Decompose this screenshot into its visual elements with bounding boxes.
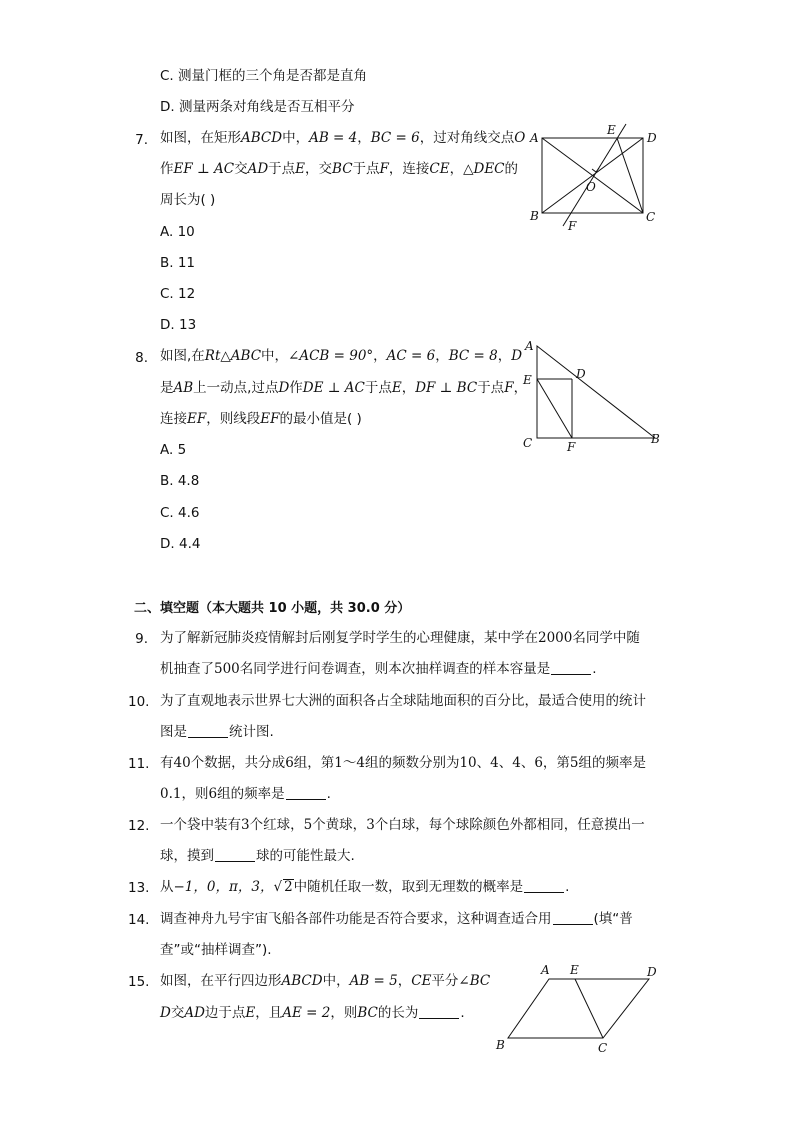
q8-stem-line2: 是AB上一动点,过点D作DE ⊥ AC于点E，DF ⊥ BC于点F， (160, 380, 528, 396)
q7-option-b: B. 11 (160, 255, 196, 271)
q8-triangle-abc (537, 346, 655, 438)
q7-stem-line1: 如图，在矩形ABCD中，AB = 4，BC = 6，过对角线交点O (160, 130, 526, 146)
q8-label-c: C (523, 436, 533, 450)
q14-stem-line1: 调查神舟九号宇宙飞船各部件功能是否符合要求，这种调查适合用 (填“普 (160, 911, 633, 927)
q15-stem-line2: D交AD边于点E，且AE = 2，则BC的长为 . (160, 1005, 465, 1021)
sqrt-sign: √ (273, 879, 283, 895)
q12-stem-line2: 球，摸到 球的可能性最大. (160, 848, 355, 864)
q9-answer-blank[interactable] (551, 662, 591, 675)
q7-number: 7. (135, 132, 148, 148)
q7-stem-line3: 周长为( ) (160, 192, 216, 208)
q7-stem-line2: 作EF ⊥ AC交AD于点E，交BC于点F，连接CE，△DEC的 (160, 161, 518, 177)
q7-label-b: B (530, 209, 539, 223)
q7-label-e: E (607, 123, 616, 137)
q15-label-a: A (541, 963, 550, 977)
q15-label-e: E (570, 963, 579, 977)
q15-number: 15. (128, 974, 150, 990)
q8-segment-ef (537, 379, 572, 438)
q8-label-e: E (523, 373, 532, 387)
q12-number: 12. (128, 818, 150, 834)
q9-number: 9. (135, 631, 148, 647)
q8-option-b: B. 4.8 (160, 473, 200, 489)
q7-option-c: C. 12 (160, 286, 196, 302)
q12-stem-line1: 一个袋中装有3个红球，5个黄球，3个白球，每个球除颜色外都相同，任意摸出一 (160, 817, 645, 833)
q8-triangle-figure (520, 336, 670, 456)
section-title-fill-in: 二、填空题（本大题共 10 小题，共 30.0 分） (134, 601, 411, 616)
q7-option-a: A. 10 (160, 224, 195, 240)
q15-segment-ce (575, 979, 603, 1038)
q11-stem-line2: 0.1，则6组的频率是 . (160, 786, 331, 802)
q15-label-d: D (647, 965, 657, 979)
q7-rectangle-figure (525, 120, 665, 235)
q8-option-a: A. 5 (160, 442, 187, 458)
q9-stem-line2: 机抽查了500名同学进行问卷调查，则本次抽样调查的样本容量是 . (160, 661, 597, 677)
q10-stem-line2: 图是 统计图. (160, 724, 274, 740)
q7-label-a: A (530, 131, 539, 145)
q8-label-f: F (567, 440, 576, 454)
q11-answer-blank[interactable] (286, 787, 326, 800)
q7-line-ef (563, 124, 626, 226)
q8-stem-line3: 连接EF，则线段EF的最小值是( ) (160, 411, 362, 427)
q15-parallelogram-abcd (508, 979, 649, 1038)
q8-stem-line1: 如图,在Rt△ABC中，∠ACB = 90°，AC = 6，BC = 8，D (160, 348, 523, 364)
q7-label-o: O (586, 180, 596, 194)
q11-stem-line1: 有40个数据，共分成6组，第1～4组的频数分别为10、4、4、6，第5组的频率是 (160, 755, 647, 771)
q13-answer-blank[interactable] (524, 880, 564, 893)
q9-stem-line1: 为了解新冠肺炎疫情解封后刚复学时学生的心理健康，某中学在2000名同学中随 (160, 630, 640, 646)
q6-option-c: C. 测量门框的三个角是否都是直角 (160, 68, 368, 84)
q7-label-c: C (646, 210, 656, 224)
q12-answer-blank[interactable] (215, 849, 255, 862)
q14-stem-line2: 查”或“抽样调查”). (160, 942, 272, 958)
q13-stem: 从−1，0，π，3，√ 2中随机任取一数，取到无理数的概率是 . (160, 879, 570, 895)
q8-number: 8. (135, 350, 148, 366)
q14-number: 14. (128, 912, 150, 928)
q8-label-d: D (576, 367, 586, 381)
q8-label-a: A (525, 339, 534, 353)
q7-label-f: F (568, 219, 577, 233)
q7-segment-ce (617, 138, 643, 213)
q10-answer-blank[interactable] (188, 725, 228, 738)
q15-parallelogram-figure (490, 958, 670, 1058)
q14-answer-blank[interactable] (553, 912, 593, 925)
q10-number: 10. (128, 694, 150, 710)
q15-stem-line1: 如图，在平行四边形ABCD中，AB = 5，CE平分∠BC (160, 973, 491, 989)
q8-option-c: C. 4.6 (160, 505, 200, 521)
q11-number: 11. (128, 756, 150, 772)
q8-label-b: B (651, 432, 660, 446)
q10-stem-line1: 为了直观地表示世界七大洲的面积各占全球陆地面积的百分比，最适合使用的统计 (160, 693, 646, 709)
q6-option-d: D. 测量两条对角线是否互相平分 (160, 99, 355, 115)
q7-option-d: D. 13 (160, 317, 197, 333)
q7-label-d: D (647, 131, 657, 145)
q8-option-d: D. 4.4 (160, 536, 201, 552)
q15-label-c: C (598, 1041, 608, 1055)
q13-number: 13. (128, 880, 150, 896)
q15-answer-blank[interactable] (419, 1006, 459, 1019)
q15-label-b: B (496, 1038, 505, 1052)
